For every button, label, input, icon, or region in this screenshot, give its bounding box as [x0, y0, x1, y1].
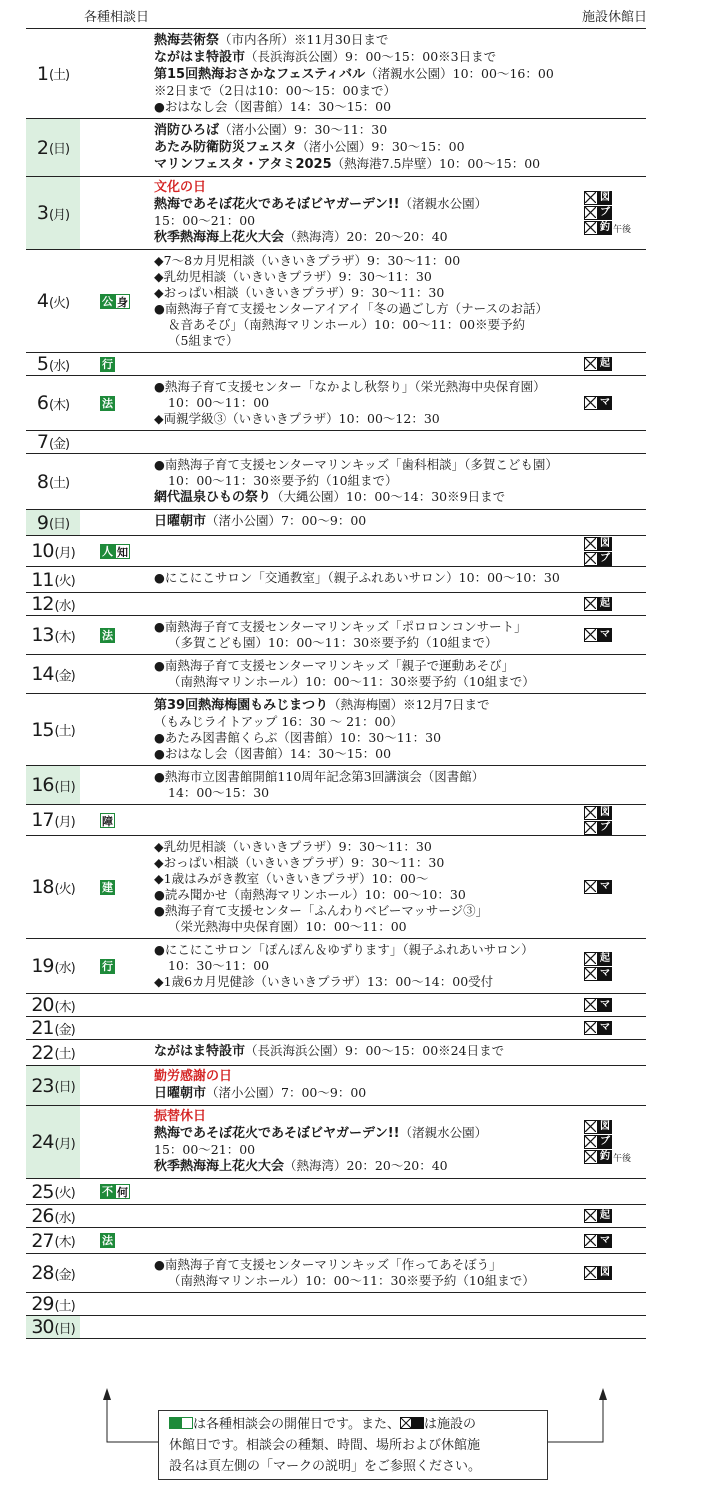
- event-text: 秋季熱海海上花火大会: [154, 1159, 285, 1174]
- day-number: 2: [36, 136, 48, 159]
- consultation-mark: 法: [102, 396, 113, 410]
- day-number: 1: [36, 62, 48, 85]
- day-number: 14: [31, 663, 54, 685]
- event-text: ●読み聞かせ（南熱海マリンホール）10：00〜10：30: [154, 887, 466, 902]
- consultation-mark: 行: [102, 959, 113, 973]
- event-text: 10：00〜11：30※要予約（10組まで）: [168, 473, 398, 488]
- weekday: (日): [48, 142, 70, 157]
- event-text: ●あたみ図書館くらぶ（図書館）10：30〜11：30: [154, 730, 442, 745]
- event-text: ながはま特設市: [154, 50, 246, 65]
- day-number: 11: [31, 568, 54, 591]
- weekday: (金): [54, 1022, 75, 1038]
- event-text: 熱海であそぼ花火であそぼビヤガーデン!!: [154, 197, 400, 212]
- weekday: (火): [48, 295, 70, 311]
- event-text: ◆おっぱい相談（いきいきプラザ）9：30〜11：30: [154, 855, 445, 870]
- event-text: あたみ防衛防災フェスタ: [154, 140, 297, 155]
- facility-mark: マ: [600, 1022, 610, 1033]
- day-number: 4: [36, 290, 48, 312]
- event-text: ＆音あそび」（南熱海マリンホール）10：00〜11：00※要予約: [168, 317, 526, 332]
- weekday: (月): [54, 1136, 75, 1152]
- facility-mark: ブ: [600, 552, 610, 564]
- weekday: (水): [48, 358, 70, 374]
- event-detail: （渚小公園）7：00〜9：00: [206, 1085, 367, 1100]
- event-text: 網代温泉ひもの祭り: [154, 490, 272, 505]
- day-number: 6: [36, 392, 48, 414]
- event-detail: （大縄公園）10：00〜14：30※9日まで: [271, 489, 506, 504]
- event-text: （南熱海マリンホール）10：00〜11：30※要予約（10組まで）: [168, 674, 535, 689]
- consultation-mark: 法: [102, 628, 113, 642]
- event-text: （5組まで）: [168, 333, 239, 348]
- facility-mark: ブ: [600, 821, 610, 833]
- consultation-mark: 不: [102, 1185, 113, 1198]
- event-text: 熱海芸術祭: [154, 33, 220, 48]
- event-text: 15：00〜21：00: [154, 213, 256, 228]
- event-text: ●南熱海子育て支援センターマリンキッズ「歯科相談」（多賀こども園）: [154, 457, 558, 472]
- day-number: 25: [31, 1180, 54, 1203]
- event-text: ◆両親学級③（いきいきプラザ）10：00〜12：30: [154, 411, 440, 426]
- event-text: ●熱海子育て支援センター「ふんわりベビーマッサージ③」: [154, 903, 489, 918]
- event-text: ●熱海市立図書館開館110周年記念第3回講演会（図書館）: [154, 769, 485, 784]
- weekday: (土): [54, 724, 75, 739]
- weekday: (土): [54, 1047, 75, 1062]
- event-text: ◆乳幼児相談（いきいきプラザ）9：30〜11：30: [154, 839, 432, 854]
- consultation-mark: 法: [102, 1234, 113, 1247]
- event-text: 日曜朝市: [154, 514, 207, 529]
- facility-mark: マ: [600, 1234, 610, 1246]
- event-text: 日曜朝市: [154, 1086, 207, 1101]
- event-text: 15：00〜21：00: [154, 1142, 256, 1157]
- day-number: 16: [31, 774, 54, 796]
- day-number: 13: [31, 624, 54, 646]
- day-number: 19: [31, 955, 54, 977]
- weekday: (金): [48, 436, 70, 452]
- consultation-mark: 人: [102, 544, 113, 558]
- facility-mark: ブ: [600, 207, 610, 218]
- event-detail: （長浜海浜公園）9：00〜15：00※3日まで: [245, 49, 497, 64]
- weekday: (木): [54, 1235, 75, 1250]
- legend-box: [158, 1410, 548, 1480]
- event-text: （多賀こども園）10：00〜11：30※要予約（10組まで）: [168, 635, 498, 650]
- closed-note: 午後: [613, 1153, 632, 1164]
- day-number: 15: [31, 718, 54, 741]
- day-number: 29: [31, 1293, 54, 1315]
- event-text: ◆おっぱい相談（いきいきプラザ）9：30〜11：30: [154, 285, 445, 300]
- legend-line-1: は各種相談会の開催日です。また、 は施設の: [169, 1414, 537, 1435]
- event-text: （栄光熱海中央保育園）10：00〜11：00: [168, 919, 407, 934]
- consultation-mark: 身: [117, 295, 128, 309]
- event-text: 振替休日: [154, 1109, 207, 1124]
- consultation-mark: 行: [102, 357, 113, 371]
- day-number: 3: [36, 202, 48, 224]
- day-number: 27: [31, 1229, 54, 1252]
- legend-line-2: 休館日です。相談会の種類、時間、場所および休館施: [169, 1438, 480, 1453]
- weekday: (水): [54, 598, 75, 614]
- day-number: 10: [31, 540, 54, 562]
- event-detail: （渚小公園）7：00〜9：00: [206, 513, 367, 528]
- event-text: 文化の日: [154, 180, 207, 195]
- facility-mark: 図: [600, 806, 610, 818]
- event-text: 消防ひろば: [154, 123, 220, 138]
- event-text: ●南熱海子育て支援センターマリンキッズ「作ってあそぼう」: [154, 1257, 502, 1272]
- event-text: ●南熱海子育て支援センターアイアイ「冬の過ごし方（ナースのお話）: [154, 301, 549, 316]
- consultation-mark: 公: [102, 294, 113, 308]
- event-text: ●熱海子育て支援センター「なかよし秋祭り」（栄光熱海中央保育園）: [154, 379, 546, 394]
- event-detail: （長浜海浜公園）9：00〜15：00※24日まで: [245, 1043, 505, 1058]
- facility-mark: 釣: [600, 1151, 610, 1162]
- weekday: (土): [54, 1298, 75, 1314]
- day-number: 22: [31, 1041, 54, 1064]
- day-number: 7: [36, 431, 48, 453]
- event-text: （もみじライトアップ 16：30 〜 21：00）: [154, 714, 403, 729]
- facility-mark: 図: [600, 1267, 610, 1278]
- black-square-icon: [412, 1417, 424, 1429]
- event-text: ながはま特設市: [154, 1044, 246, 1059]
- event-text: ●南熱海子育て支援センターマリンキッズ「ポロロンコンサート」: [154, 619, 527, 634]
- consultation-mark: 知: [117, 545, 128, 559]
- weekday: (金): [54, 668, 75, 684]
- facility-mark: 起: [600, 358, 610, 369]
- event-text: 10：00〜11：00: [168, 395, 270, 410]
- weekday: (火): [54, 881, 75, 897]
- facility-mark: 起: [600, 1210, 610, 1221]
- event-text: ●にこにこサロン「ぽんぽん＆ゆずります」（親子ふれあいサロン）: [154, 942, 534, 957]
- day-number: 18: [31, 876, 54, 898]
- day-number: 5: [36, 353, 48, 375]
- event-text: 秋季熱海海上花火大会: [154, 230, 285, 245]
- event-detail: （渚親水公園）: [399, 1125, 488, 1140]
- event-text: ◆1歳6カ月児健診（いきいきプラザ）13：00〜14：00受付: [154, 974, 494, 989]
- weekday: (日): [54, 779, 75, 795]
- closed-note: 午後: [613, 224, 632, 235]
- legend-line-3: 設名は頁左側の「マークの説明」をご参照ください。: [169, 1459, 482, 1474]
- weekday: (木): [48, 397, 70, 413]
- event-text: ◆7〜8カ月児相談（いきいきプラザ）9：30〜11：00: [154, 253, 461, 268]
- event-detail: （熱海港7.5岸壁）10：00〜15：00: [331, 156, 541, 171]
- facility-mark: マ: [600, 397, 610, 408]
- weekday: (火): [54, 1186, 75, 1201]
- weekday: (火): [54, 574, 75, 589]
- weekday: (月): [54, 814, 75, 830]
- event-detail: （熱海湾）20：20〜20：40: [284, 1158, 448, 1173]
- event-detail: （渚親水公園）: [399, 196, 488, 211]
- weekday: (月): [54, 545, 75, 561]
- weekday: (木): [54, 999, 75, 1015]
- facility-mark: マ: [600, 881, 610, 892]
- day-number: 20: [31, 994, 54, 1016]
- weekday: (土): [48, 476, 70, 491]
- consultation-mark: 建: [102, 880, 113, 894]
- facility-mark: 図: [600, 192, 610, 203]
- event-text: ●南熱海子育て支援センターマリンキッズ「親子で運動あそび」: [154, 658, 515, 673]
- crossed-box-icon: [400, 1417, 412, 1429]
- facility-mark: マ: [600, 967, 610, 979]
- day-number: 8: [36, 470, 48, 493]
- weekday: (水): [54, 1210, 75, 1226]
- day-number: 17: [31, 809, 54, 831]
- outline-square-icon: [181, 1417, 193, 1429]
- weekday: (金): [54, 1267, 75, 1283]
- weekday: (水): [54, 960, 75, 976]
- day-number: 21: [31, 1017, 54, 1039]
- event-text: 第39回熱海梅園もみじまつり: [154, 698, 329, 713]
- weekday: (木): [54, 629, 75, 645]
- event-text: 第15回熱海おさかなフェスティバル: [154, 67, 366, 82]
- event-text: （南熱海マリンホール）10：00〜11：30※要予約（10組まで）: [168, 1273, 535, 1288]
- weekday: (月): [48, 207, 70, 223]
- event-detail: （市内各所）※11月30日まで: [219, 32, 389, 47]
- facility-closed-header: 施設休館日: [581, 10, 647, 25]
- event-text: 勤労感謝の日: [154, 1069, 233, 1084]
- event-text: マリンフェスタ・アタミ2025: [154, 157, 332, 172]
- facility-mark: マ: [600, 629, 610, 640]
- event-text: ◆乳幼児相談（いきいきプラザ）9：30〜11：30: [154, 269, 432, 284]
- consultation-mark: 何: [117, 1186, 128, 1199]
- facility-mark: 図: [600, 537, 610, 549]
- event-detail: （渚親水公園）10：00〜16：00: [365, 66, 554, 81]
- event-text: 10：30〜11：00: [168, 958, 270, 973]
- facility-mark: 起: [600, 952, 610, 964]
- event-text: ●にこにこサロン「交通教室」（親子ふれあいサロン）10：00〜10：30: [154, 570, 560, 585]
- weekday: (土): [48, 68, 70, 83]
- day-number: 9: [36, 511, 48, 534]
- day-number: 12: [31, 593, 54, 615]
- filled-square-icon: [169, 1417, 181, 1429]
- event-text: ●おはなし会（図書館）14：30〜15：00: [154, 746, 392, 761]
- facility-mark: ブ: [600, 1136, 610, 1147]
- facility-mark: 釣: [600, 222, 610, 233]
- facility-mark: 図: [600, 1121, 610, 1132]
- facility-mark: 起: [600, 598, 610, 609]
- event-text: ※2日まで（2日は10：00〜15：00まで）: [154, 83, 397, 98]
- weekday: (日): [48, 517, 70, 532]
- event-detail: （熱海梅園）※12月7日まで: [328, 697, 490, 712]
- event-detail: （熱海湾）20：20〜20：40: [284, 229, 448, 244]
- facility-mark: マ: [600, 999, 610, 1010]
- day-number: 28: [31, 1262, 54, 1284]
- event-text: 熱海であそぼ花火であそぼビヤガーデン!!: [154, 1126, 400, 1141]
- event-text: 14：00〜15：30: [168, 785, 270, 800]
- weekday: (日): [54, 1321, 75, 1337]
- day-number: 23: [31, 1074, 54, 1097]
- consultation-days-header: 各種相談日: [84, 10, 150, 25]
- consultation-mark: 障: [102, 814, 113, 828]
- event-text: ●おはなし会（図書館）14：30〜15：00: [154, 99, 392, 114]
- event-detail: （渚小公園）9：30〜11：30: [219, 122, 388, 137]
- day-number: 30: [31, 1316, 54, 1338]
- event-detail: （渚小公園）9：30〜15：00: [296, 139, 465, 154]
- day-number: 24: [31, 1131, 54, 1153]
- day-number: 26: [31, 1205, 54, 1227]
- event-text: ◆1歳はみがき教室（いきいきプラザ）10：00〜: [154, 871, 429, 886]
- weekday: (日): [54, 1080, 75, 1095]
